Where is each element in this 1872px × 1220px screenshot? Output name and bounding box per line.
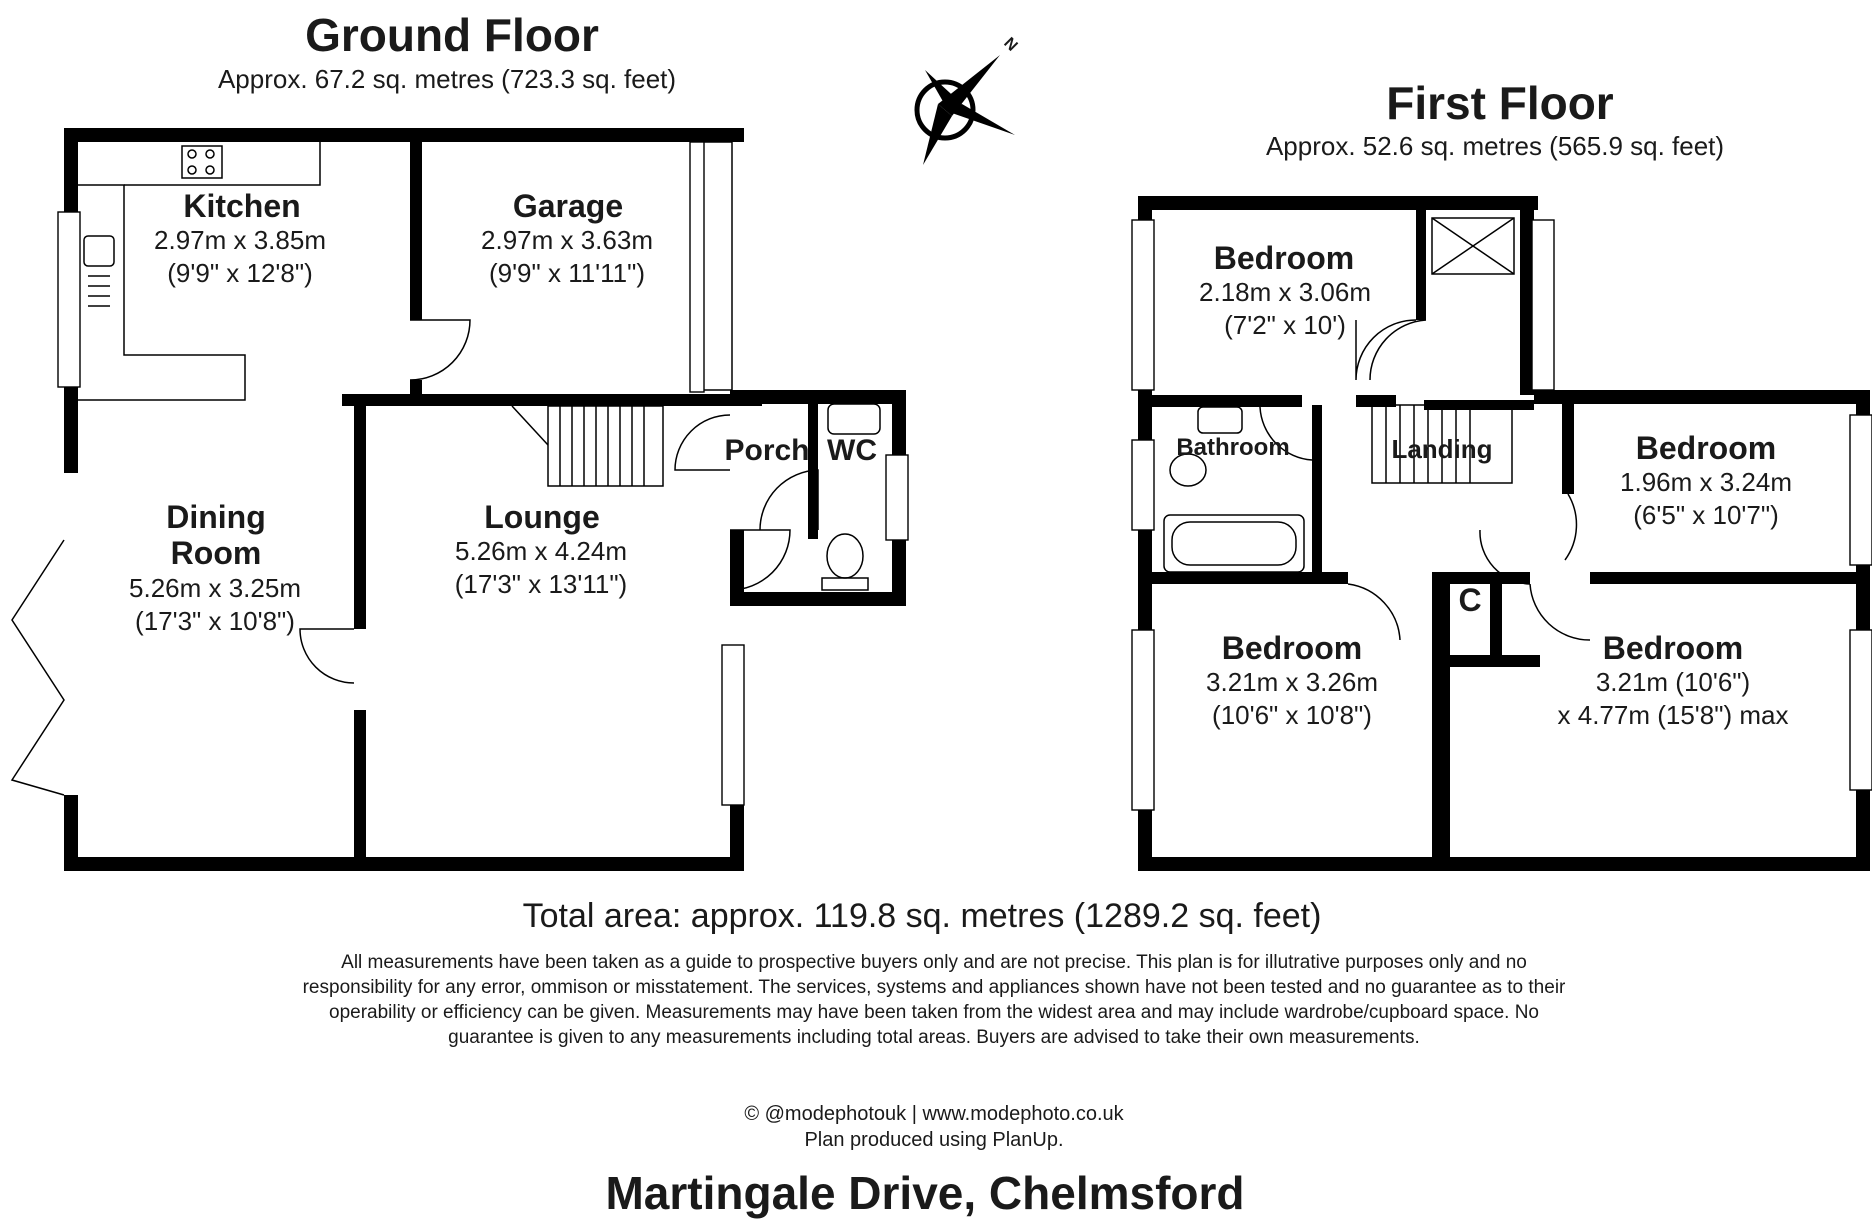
disclaimer-text: All measurements have been taken as a guide to prospective buyers only and are not precise. This plan is for illutrative purposes only and no responsibility for any error, ommison or misstatement. The services, systems and appliances shown have not been tested and no guarantee as to their operability or efficiency can be given. Measurements may have been taken from the widest area and may include wardrobe/cupboard space. No guarantee is given to any measurements including total areas. Buyers are advised to take their own measurements.: [302, 952, 1566, 1048]
dining-room-dim-imperial: (17'3" x 10'8"): [135, 606, 295, 636]
bedroom-bottom-right-dim-imperial: x 4.77m (15'8") max: [1557, 700, 1789, 730]
total-area: Total area: approx. 119.8 sq. metres (1289.2 sq. feet): [522, 897, 1322, 935]
ground-floor-area: Approx. 67.2 sq. metres (723.3 sq. feet): [217, 64, 677, 94]
kitchen-label: Kitchen: [183, 188, 301, 224]
bedroom-bottom-right-label: Bedroom: [1602, 630, 1744, 666]
wc-label: WC: [827, 434, 877, 467]
bedroom-top-dim-imperial: (7'2" x 10'): [1224, 310, 1346, 340]
compass-rose: [917, 55, 1015, 165]
garage-label: Garage: [512, 188, 624, 224]
bathroom-label: Bathroom: [1176, 434, 1290, 461]
ground-floor-title: Ground Floor: [305, 9, 599, 61]
dining-room-label-line2: Room: [170, 535, 262, 571]
garage-dim-metric: 2.97m x 3.63m: [481, 225, 653, 255]
ground-stairs: [512, 406, 663, 486]
first-floor-title: First Floor: [1386, 77, 1614, 129]
bedroom-bottom-left-label: Bedroom: [1221, 630, 1363, 666]
landing-label: Landing: [1391, 434, 1493, 464]
bedroom-right-dim-metric: 1.96m x 3.24m: [1620, 467, 1792, 497]
bedroom-bottom-right-dim-metric: 3.21m (10'6"): [1595, 667, 1751, 697]
bedroom-right-label: Bedroom: [1635, 430, 1777, 466]
lounge-dim-metric: 5.26m x 4.24m: [455, 536, 627, 566]
bedroom-bottom-left-dim-imperial: (10'6" x 10'8"): [1212, 700, 1372, 730]
credit-line-2: Plan produced using PlanUp.: [804, 1129, 1064, 1151]
kitchen-dim-metric: 2.97m x 3.85m: [154, 225, 326, 255]
dining-room-dim-metric: 5.26m x 3.25m: [129, 573, 301, 603]
cupboard-label: C: [1458, 582, 1482, 618]
ground-floor-plan: [12, 128, 908, 871]
kitchen-dim-imperial: (9'9" x 12'8"): [167, 258, 313, 288]
compass-north-label: N: [1000, 34, 1021, 55]
lounge-dim-imperial: (17'3" x 13'11"): [454, 569, 628, 599]
first-floor-area: Approx. 52.6 sq. metres (565.9 sq. feet): [1265, 131, 1725, 161]
bedroom-top-label: Bedroom: [1213, 240, 1355, 276]
garage-dim-imperial: (9'9" x 11'11"): [488, 258, 646, 288]
dining-room-label-line1: Dining: [166, 499, 266, 535]
property-address: Martingale Drive, Chelmsford: [605, 1167, 1245, 1219]
bedroom-top-dim-metric: 2.18m x 3.06m: [1199, 277, 1371, 307]
bedroom-bottom-left-dim-metric: 3.21m x 3.26m: [1206, 667, 1378, 697]
credit-line-1: © @modephotouk | www.modephoto.co.uk: [744, 1103, 1124, 1125]
lounge-label: Lounge: [484, 499, 600, 535]
porch-label: Porch: [724, 434, 810, 467]
bedroom-right-dim-imperial: (6'5" x 10'7"): [1633, 500, 1779, 530]
